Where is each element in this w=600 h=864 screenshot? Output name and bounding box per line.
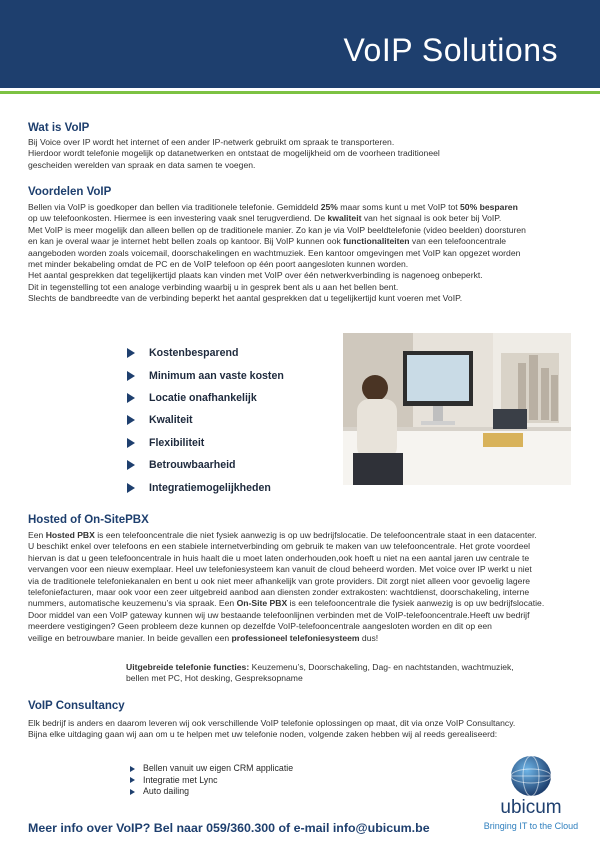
text-line: Slechts de bandbreedte van de verbinding beperkt het aantal gesprekken dat u tegelijkertijd kunt voeren met VoIP. <box>28 293 463 304</box>
text-line <box>28 202 573 213</box>
bold-hosted-pbx: Hosted PBX <box>45 530 95 540</box>
feature-item <box>127 454 284 476</box>
text-line <box>28 633 573 644</box>
office-photo-illustration <box>343 333 571 485</box>
text-line: vervangen voor een nieuw exemplaar. Heel uw telefoniesysteem kan vanuit de cloud beheerd worden. Met voice over IP werkt u niet <box>28 564 532 575</box>
text-run: maar soms kunt u met VoIP tot <box>337 202 461 212</box>
feature-label: Kostenbesparend <box>149 347 239 360</box>
text-run: dus! <box>359 632 379 643</box>
bold-functionaliteiten: functionaliteiten <box>343 236 410 247</box>
text-run: Een <box>28 530 46 540</box>
ubicum-logo <box>476 754 586 834</box>
text-line: bellen met PC, Hot desking, Gespreksopname <box>126 673 303 684</box>
text-line: Met VoIP is meer mogelijk dan alleen bellen op de traditionele manier. Zo kan je via VoIP beeldtelefonie (video beelden) doorsturen <box>28 224 526 235</box>
triangle-bullet-icon <box>127 460 135 470</box>
text-line: U beschikt enkel over telefoons en een stabiele internetverbinding om gebruik te maken van uw telefooncentrale. Het grote voordeel <box>28 541 531 552</box>
triangle-bullet-icon <box>130 766 135 772</box>
text-run: van een telefooncentrale <box>409 236 507 247</box>
list-item-label: Integratie met Lync <box>143 774 218 785</box>
triangle-bullet-icon <box>130 789 135 795</box>
triangle-bullet-icon <box>127 348 135 358</box>
triangle-bullet-icon <box>127 438 135 448</box>
text-run: op uw telefoonkosten. Hiermee is een investering vaak snel terugverdiend. De <box>28 213 328 224</box>
features-list <box>127 342 284 499</box>
header-accent-rule <box>0 91 600 94</box>
consultancy-text <box>28 718 573 741</box>
bold-kwaliteit: kwaliteit <box>327 213 362 224</box>
hosted-pbx-text <box>28 530 573 644</box>
list-item-label: Bellen vanuit uw eigen CRM applicatie <box>143 763 294 773</box>
page-header <box>0 0 600 88</box>
list-item <box>130 763 293 775</box>
text-line: via de traditionele telefoniekanalen en bent u ook niet meer afhankelijk van grote providers. Dit zorgt niet alleen voor gevoelig lagere <box>28 575 531 586</box>
section-title-wat-is-voip: Wat is VoIP <box>28 122 90 134</box>
text-run: Bellen via VoIP is goedkoper dan bellen via traditionele telefonie. Gemiddeld <box>28 202 321 212</box>
extended-functions-label: Uitgebreide telefonie functies: <box>126 662 250 672</box>
text-line <box>126 662 576 673</box>
bold-25-percent: 25% <box>320 202 338 212</box>
text-line: met minder bekabeling omdat de PC en de VoIP telefoon op één poort aangesloten kunnen worden. <box>28 259 409 270</box>
contact-cta: Meer info over VoIP? Bel naar 059/360.300 of e-mail info@ubicum.be <box>28 821 430 835</box>
list-item <box>130 775 293 787</box>
text-line: Bijna elke uitdaging gaan wij aan om u te helpen met uw telefonie noden, volgende zaken hebben wij al reeds gerealiseerd: <box>28 729 498 740</box>
feature-item <box>127 476 284 498</box>
feature-item <box>127 342 284 364</box>
logo-brand: ubicum <box>500 797 562 818</box>
text-line: Bij Voice over IP wordt het internet of een ander IP-netwerk gebruikt om spraak te transporteren. <box>28 137 395 147</box>
text-line <box>28 213 573 224</box>
triangle-bullet-icon <box>130 777 135 783</box>
voordelen-text <box>28 202 573 305</box>
text-line: gescheiden werelden van spraak en data samen te voegen. <box>28 159 256 170</box>
feature-label: Integratiemogelijkheden <box>149 481 271 494</box>
section-title-voordelen: Voordelen VoIP <box>28 186 112 198</box>
section-title-consultancy: VoIP Consultancy <box>28 700 125 712</box>
feature-label: Locatie onafhankelijk <box>149 391 257 404</box>
list-item-label: Auto dailing <box>143 786 189 797</box>
text-run: nummers, automatische keuzemenu’s via spraak. Een <box>28 598 237 609</box>
feature-label: Flexibiliteit <box>149 436 205 449</box>
text-line: Door middel van een VoIP gateway kunnen wij uw bestaande telefoonlijnen verbinden met de VoIP-telefooncentrale.Heeft uw bedrijf <box>28 609 530 620</box>
feature-item <box>127 387 284 409</box>
feature-label: Kwaliteit <box>149 414 193 427</box>
text-run: van het signaal is ook beter bij VoIP. <box>361 213 502 224</box>
section-title-hosted-pbx: Hosted of On-SitePBX <box>28 514 149 526</box>
page-title: VoIP Solutions <box>343 32 558 68</box>
text-line: hiervan is dat u geen telefooncentrale in huis haalt die u moet laten onderhouden,ook hoeft u niet na een aantal jaren uw centrale te <box>28 552 530 563</box>
text-run: en kan je overal waar je internet hebt bellen zoals op kantoor. Bij VoIP kunnen ook <box>28 236 344 247</box>
consultancy-bullets <box>130 763 293 798</box>
list-item <box>130 786 293 798</box>
bold-on-site-pbx: On-Site PBX <box>236 598 288 609</box>
extended-functions <box>126 662 576 685</box>
triangle-bullet-icon <box>127 483 135 493</box>
globe-icon <box>476 754 586 798</box>
text-run: veilige en betrouwbare manier. In beide gevallen een <box>28 632 232 643</box>
wat-is-voip-text <box>28 137 573 171</box>
text-line: telefoniefacturen, maar ook voor een zeer uitgebreid aanbod aan diensten zonder extrakosten: wachtdienst, doorschakeling, interne <box>28 587 530 598</box>
text-line <box>28 598 573 609</box>
bold-professioneel: professioneel telefoniesysteem <box>231 632 360 643</box>
office-photo <box>343 333 571 485</box>
text-line: Het aantal gesprekken dat tegelijkertijd plaats kan vinden met VoIP over één netwerkverbinding is nagenoeg onbeperkt. <box>28 270 483 281</box>
text-line: meerdere vestigingen? Geen probleem deze kunnen op dezelfde VoIP-telefooncentrale aangesloten worden en dit op een <box>28 621 492 632</box>
text-line: Elk bedrijf is anders en daarom leveren wij ook verschillende VoIP telefonie oplossingen op maat, dit via onze VoIP Consultancy. <box>28 718 516 728</box>
text-run: is een telefooncentrale die fysiek aanwezig is op uw bedrijfslocatie. <box>287 598 545 609</box>
text-run: Keuzemenu’s, Doorschakeling, Dag- en nachtstanden, wachtmuziek, <box>249 662 514 672</box>
bold-50-percent: 50% besparen <box>460 202 518 212</box>
text-run: is een telefooncentrale die niet fysiek aanwezig is op uw bedrijfslocatie. De telefooncentrale staat in een datacenter. <box>94 530 537 540</box>
text-line: aangeboden worden zoals voicemail, doorschakelingen en wachtmuziek. Een kantoor omgevingen met VoIP kan opgezet worden <box>28 247 521 258</box>
triangle-bullet-icon <box>127 371 135 381</box>
feature-item <box>127 409 284 431</box>
triangle-bullet-icon <box>127 393 135 403</box>
text-line <box>28 236 573 247</box>
feature-label: Minimum aan vaste kosten <box>149 369 284 382</box>
text-line: Hierdoor wordt telefonie mogelijk op datanetwerken en ontstaat de mogelijkheid om de voorheen traditioneel <box>28 148 440 159</box>
logo-tagline: Bringing IT to the Cloud <box>483 821 579 831</box>
feature-label: Betrouwbaarheid <box>149 459 236 472</box>
feature-item <box>127 432 284 454</box>
triangle-bullet-icon <box>127 415 135 425</box>
text-line <box>28 530 573 541</box>
text-line: Dit in tegenstelling tot een analoge verbinding waarbij u in gesprek bent als u aan het bellen bent. <box>28 281 399 292</box>
feature-item <box>127 364 284 386</box>
